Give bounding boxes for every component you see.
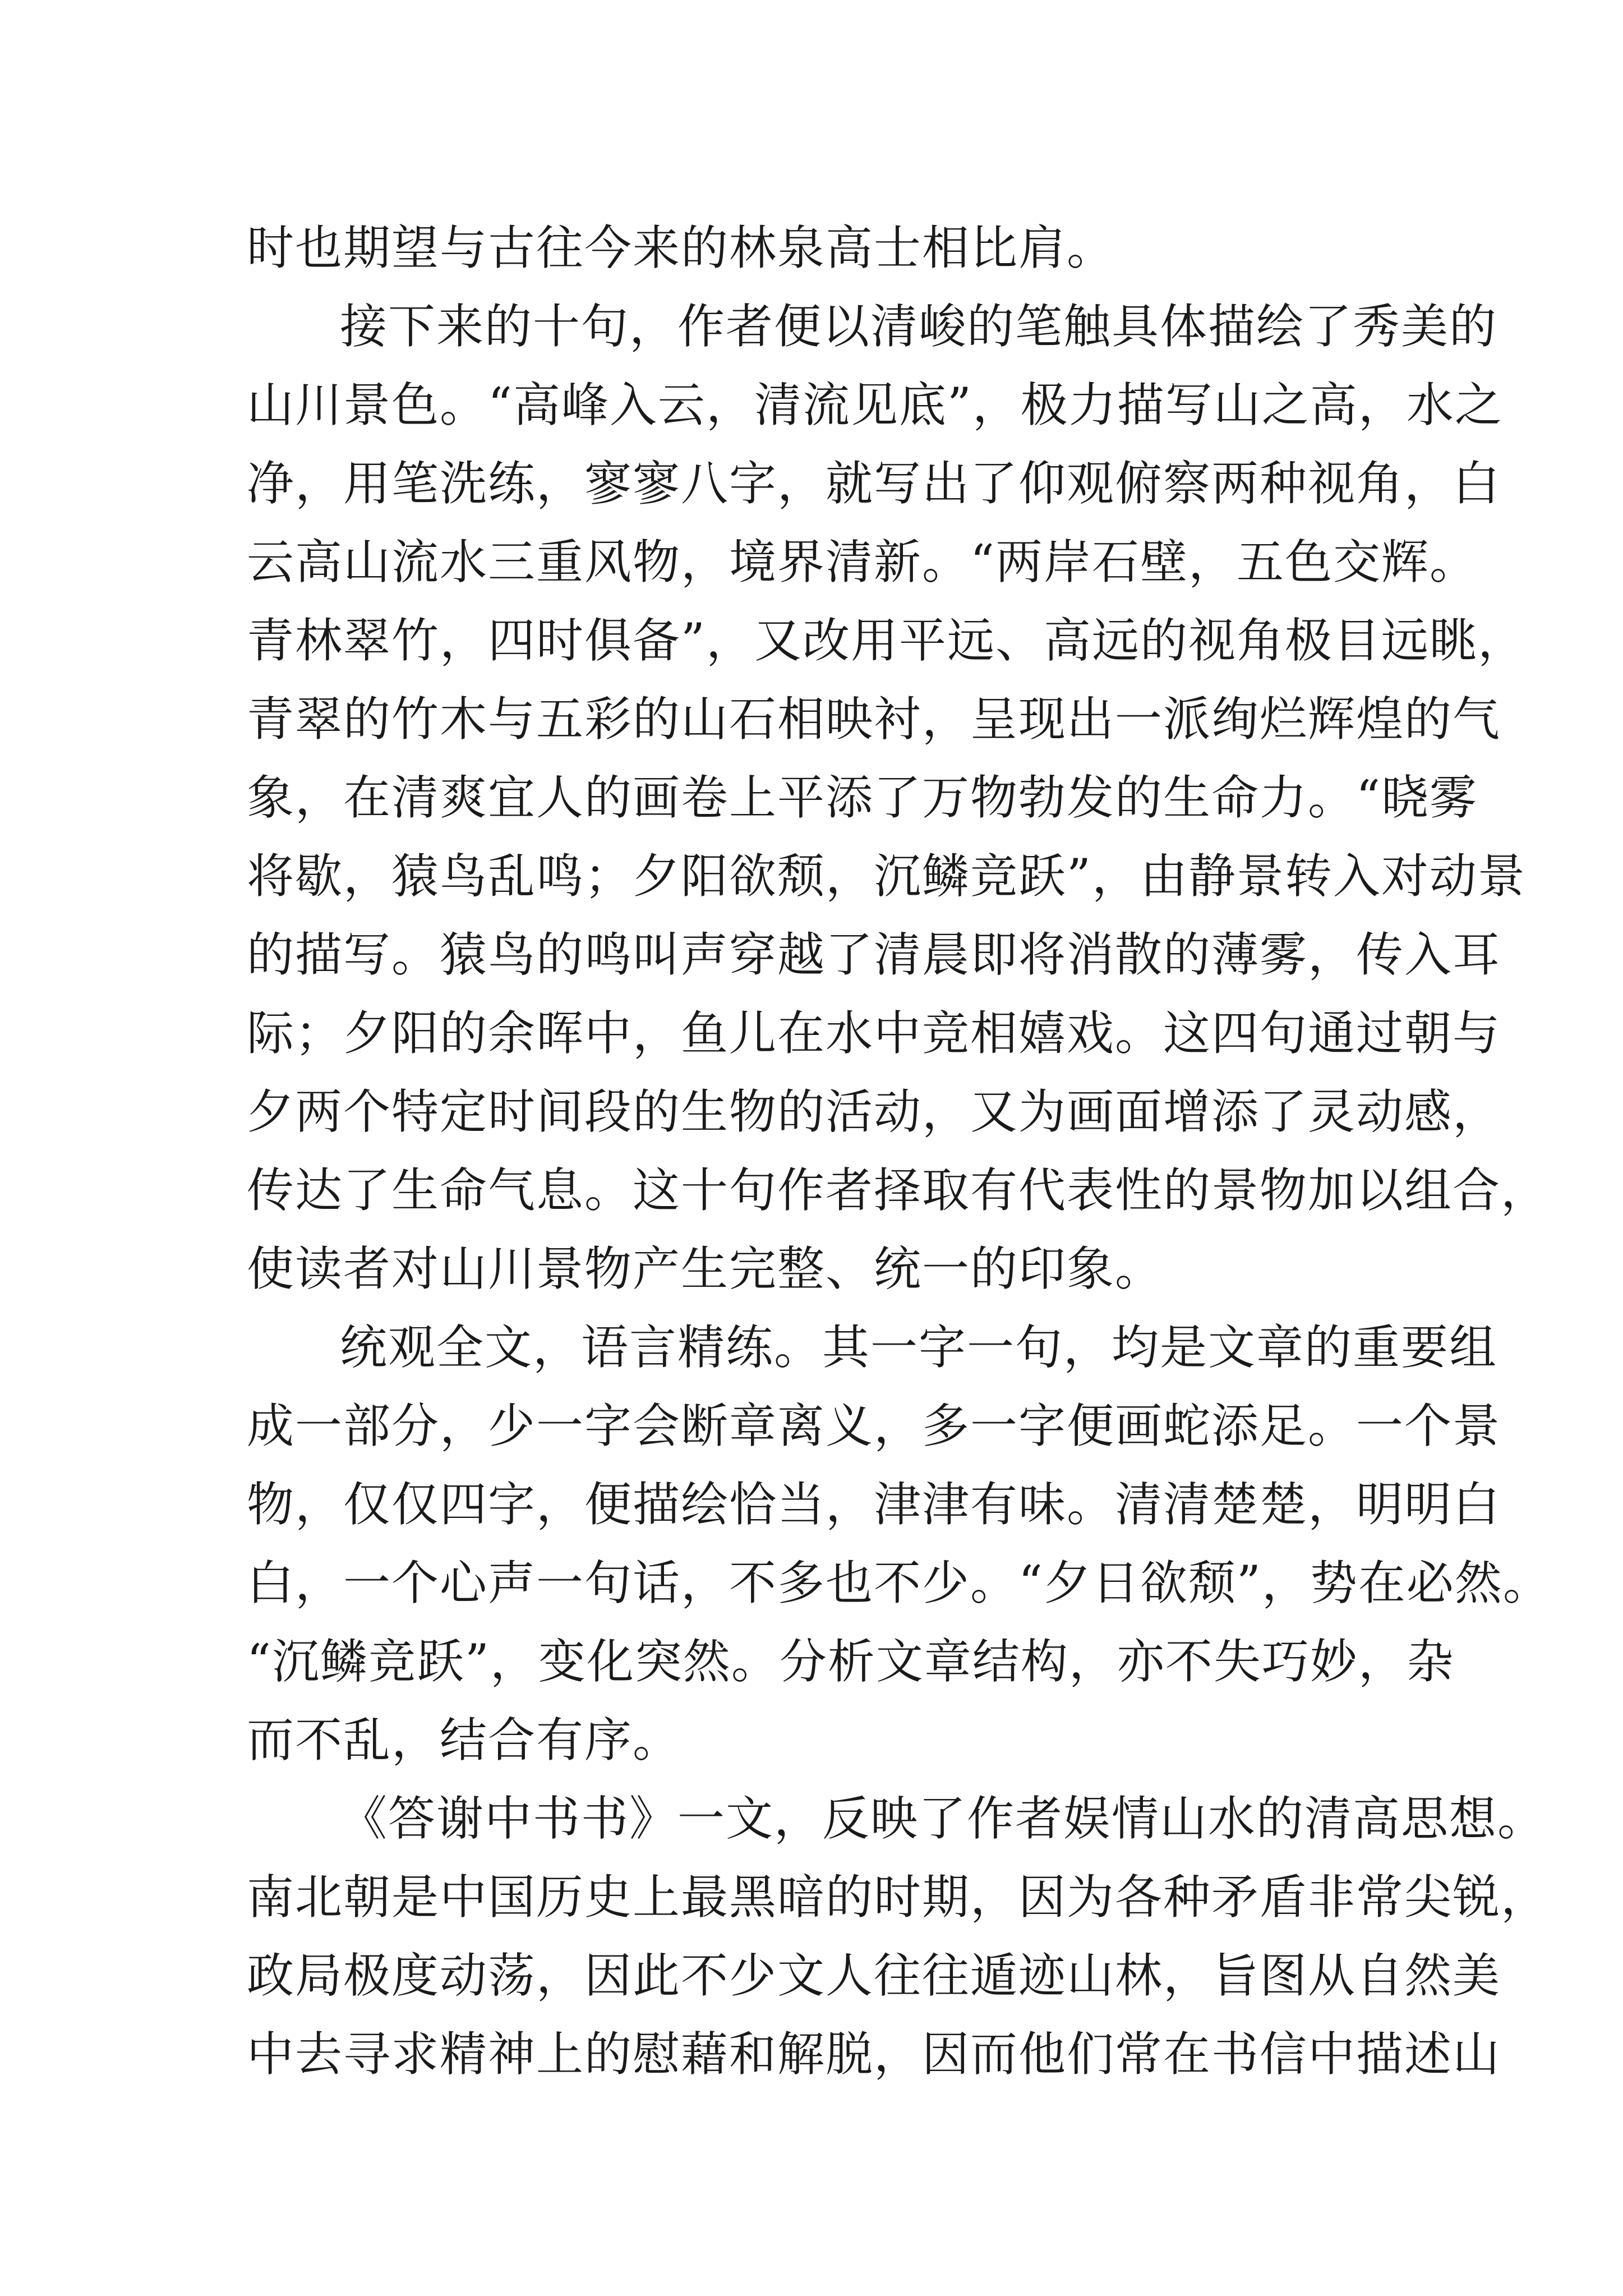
text-line: 时也期望与古往今来的林泉高士相比肩。 bbox=[247, 220, 1115, 275]
text-line: 白，一个心声一句话，不多也不少。“夕日欲颓”，势在必然。 bbox=[247, 1556, 1551, 1611]
text-line: 南北朝是中国历史上最黑暗的时期，因为各种矛盾非常尖锐， bbox=[247, 1870, 1550, 1925]
text-line: 际；夕阳的余晖中，鱼儿在水中竞相嬉戏。这四句通过朝与 bbox=[247, 1006, 1501, 1061]
text-line: 夕两个特定时间段的生物的活动，又为画面增添了灵动感， bbox=[247, 1084, 1501, 1139]
text-line: 成一部分，少一字会断章离义，多一字便画蛇添足。一个景 bbox=[247, 1398, 1501, 1453]
text-line: 山川景色。“高峰入云，清流见底”，极力描写山之高，水之 bbox=[247, 378, 1503, 432]
text-line: 使读者对山川景物产生完整、统一的印象。 bbox=[247, 1241, 1164, 1296]
text-line: 云高山流水三重风物，境界清新。“两岸石壁，五色交辉。 bbox=[247, 535, 1478, 590]
text-line: “沉鳞竞跃”，变化突然。分析文章结构，亦不失巧妙，杂 bbox=[247, 1634, 1455, 1689]
paragraph bbox=[247, 287, 1550, 1308]
text-line: 《答谢中书书》一文，反映了作者娱情山水的清高思想。 bbox=[340, 1791, 1546, 1846]
paragraph bbox=[247, 1779, 1550, 2093]
text-line: 青翠的竹木与五彩的山石相映衬，呈现出一派绚烂辉煌的气 bbox=[247, 692, 1501, 747]
text-line: 将歇，猿鸟乱鸣；夕阳欲颓，沉鳞竞跃”，由静景转入对动景 bbox=[247, 849, 1526, 904]
text-line: 象，在清爽宜人的画卷上平添了万物勃发的生命力。“晓雾 bbox=[247, 770, 1478, 825]
paragraph bbox=[247, 209, 1391, 287]
text-line: 净，用笔洗练，寥寥八字，就写出了仰观俯察两种视角，白 bbox=[247, 456, 1501, 511]
text-line: 政局极度动荡，因此不少文人往往遁迹山林，旨图从自然美 bbox=[247, 1948, 1501, 2003]
text-line: 而不乱，结合有序。 bbox=[247, 1713, 681, 1768]
text-line: 传达了生命气息。这十句作者择取有代表性的景物加以组合， bbox=[247, 1163, 1550, 1218]
text-line: 物，仅仅四字，便描绘恰当，津津有味。清清楚楚，明明白 bbox=[247, 1477, 1501, 1532]
text-line: 中去寻求精神上的慰藉和解脱，因而他们常在书信中描述山 bbox=[247, 2027, 1501, 2082]
document-page bbox=[247, 209, 1551, 2093]
text-line: 接下来的十句，作者便以清峻的笔触具体描绘了秀美的 bbox=[340, 299, 1498, 354]
text-line: 青林翠竹，四时俱备”，又改用平远、高远的视角极目远眺， bbox=[247, 613, 1526, 668]
text-line: 统观全文，语言精练。其一字一句，均是文章的重要组 bbox=[340, 1320, 1498, 1375]
text-line: 的描写。猿鸟的鸣叫声穿越了清晨即将消散的薄雾，传入耳 bbox=[247, 927, 1501, 982]
paragraph bbox=[247, 1308, 1551, 1779]
